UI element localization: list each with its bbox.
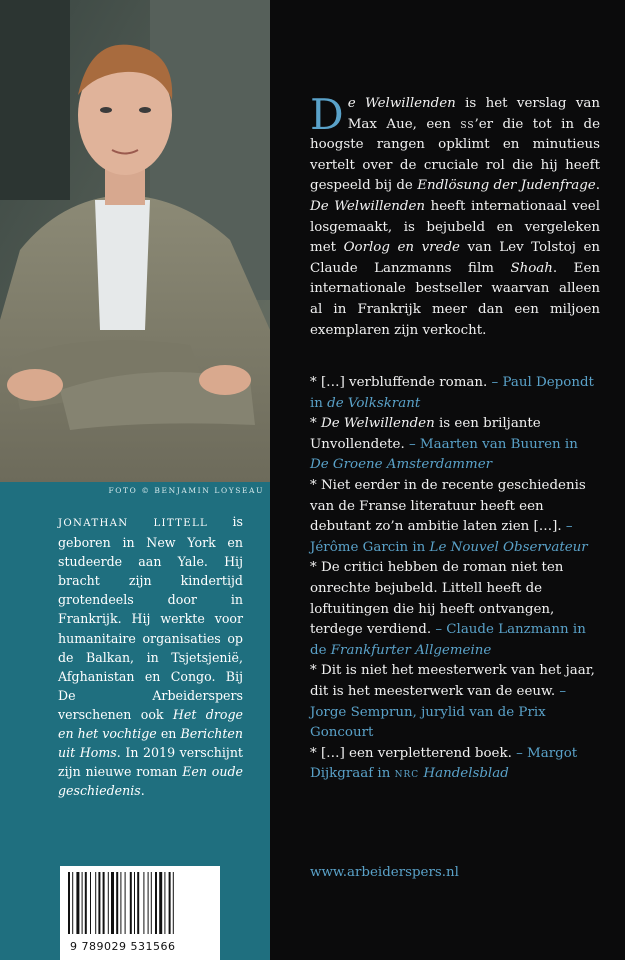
quote-publication: nrc <box>394 766 420 782</box>
barcode-bar <box>130 872 132 934</box>
press-quote <box>310 661 600 743</box>
bio-text: is geboren in New York en studeerde aan Yale. Hij bracht zijn kindertijd grotendeels door in Frankrijk. Hij werkte voor humanitaire organisaties op de Balkan, in Tsjetsjenië, Afghanistan en Congo. Bij De Arbeiderspers verschenen ook <box>58 514 243 722</box>
barcode-bar <box>98 872 100 934</box>
blurb-text: heeft internationaal veel losgemaakt, is bejubeld en vergeleken met <box>310 198 600 256</box>
quote-source: – Jérôme Garcin in <box>310 519 573 555</box>
quote-attribution: – Jorge Semprun, jurylid van de Prix Goncourt <box>310 683 567 741</box>
publisher-url[interactable]: www.arbeiderspers.nl <box>310 865 459 880</box>
barcode-bar <box>68 872 70 934</box>
barcode-bar <box>95 872 96 934</box>
barcode-bar <box>116 872 118 934</box>
quote-text: * Niet eerder in de recente geschiedenis van de Franse literatuur heeft een debutant zo’n ambitie laten zien […]. <box>310 477 586 535</box>
blurb-reference: Oorlog en vrede <box>343 240 460 256</box>
author-portrait-image <box>0 0 270 482</box>
barcode-bars <box>60 866 220 938</box>
quote-text: * Dit is niet het meesterwerk van het jaar, dit is het meesterwerk van de eeuw. <box>310 663 595 699</box>
quote-source: – Maarten van Buuren in <box>408 436 578 452</box>
bio-text: . In 2019 verschijnt zijn nieuwe roman <box>58 745 243 780</box>
right-panel <box>270 0 625 960</box>
quote-text: is een briljante Unvollendete. <box>310 416 541 452</box>
blurb-text: . <box>595 178 600 194</box>
blurb-text: ss <box>460 116 475 132</box>
bio-book-title: Een oude geschiedenis <box>58 764 243 799</box>
barcode-bar <box>143 872 144 934</box>
quote-publication: De Groene Amsterdammer <box>310 457 493 473</box>
quote-publication: de Volkskrant <box>327 395 421 411</box>
barcode-bar <box>125 872 126 934</box>
blurb-term: Endlösung der Judenfrage <box>417 178 596 194</box>
quote-publication: Le Nouvel Observateur <box>429 539 588 555</box>
quote-text: * […] verbluffende roman. <box>310 375 492 390</box>
barcode-bar <box>108 872 109 934</box>
barcode-bar <box>90 872 91 934</box>
bio-text: en <box>156 726 181 742</box>
drop-cap: D <box>310 90 344 139</box>
barcode-bar <box>151 872 152 934</box>
bio-book-title: Berichten uit Homs <box>58 726 243 761</box>
book-title: De Welwillenden <box>310 198 426 214</box>
book-title: e Welwillenden <box>347 96 456 111</box>
barcode-bar <box>155 872 157 934</box>
quote-text: * […] een verpletterend boek. <box>310 745 517 761</box>
barcode-bar <box>72 872 73 934</box>
press-quotes <box>310 373 600 785</box>
photo-credit: FOTO © BENJAMIN LOYSEAU <box>108 486 264 495</box>
barcode-bar <box>169 872 171 934</box>
press-quote <box>310 414 600 476</box>
book-title: De Welwillenden <box>320 416 435 432</box>
barcode-bar <box>103 872 105 934</box>
press-quote <box>310 558 600 661</box>
barcode-bar <box>76 872 79 934</box>
quote-source: – Margot Dijkgraaf in <box>310 745 578 782</box>
quote-text: * <box>310 416 321 432</box>
quote-source: – Claude Lanzmann in de <box>310 622 586 658</box>
barcode-bar <box>111 872 114 934</box>
blurb-text: van Lev Tolstoj en Claude Lanzmanns film <box>310 240 600 276</box>
quote-publication: Handelsblad <box>423 766 509 782</box>
barcode-bar <box>148 872 149 934</box>
isbn-digits: 9 789029 531566 <box>70 940 176 953</box>
blurb-text: ’er die tot in de hoogste rangen opklimt en minutieus vertelt over de cruciale rol die hij heeft gespeeld bij de <box>310 116 600 194</box>
bio-book-title: Het droge en het vochtige <box>58 706 243 742</box>
blurb-reference: Shoah <box>510 260 553 276</box>
barcode-bar <box>85 872 87 934</box>
author-photo <box>0 0 270 482</box>
blurb-text: is het verslag van Max Aue, een <box>347 96 600 132</box>
quote-source: – Paul Depondt in <box>310 375 594 411</box>
left-panel <box>0 0 270 960</box>
author-name: JONATHAN LITTELL <box>58 518 209 529</box>
author-bio <box>58 512 243 800</box>
barcode-bar <box>120 872 121 934</box>
barcode-bar <box>134 872 135 934</box>
barcode-bar <box>159 872 162 934</box>
barcode-bar <box>173 872 174 934</box>
barcode-bar <box>164 872 165 934</box>
bio-text: . <box>140 783 145 799</box>
press-quote <box>310 744 600 785</box>
barcode-bar <box>137 872 139 934</box>
quote-publication: Frankfurter Allgemeine <box>330 642 492 658</box>
book-blurb <box>310 90 600 341</box>
barcode-bar <box>82 872 83 934</box>
blurb-text: . Een internationale bestseller waarvan alleen al in Frankrijk meer dan een miljoen exemplaren zijn verkocht. <box>310 260 600 338</box>
press-quote <box>310 373 600 414</box>
press-quote <box>310 476 600 558</box>
quote-text: * De critici hebben de roman niet ten onrechte bejubeld. Littell heeft de loftuitingen die hij heeft ontvangen, terdege verdiend. <box>310 560 564 638</box>
